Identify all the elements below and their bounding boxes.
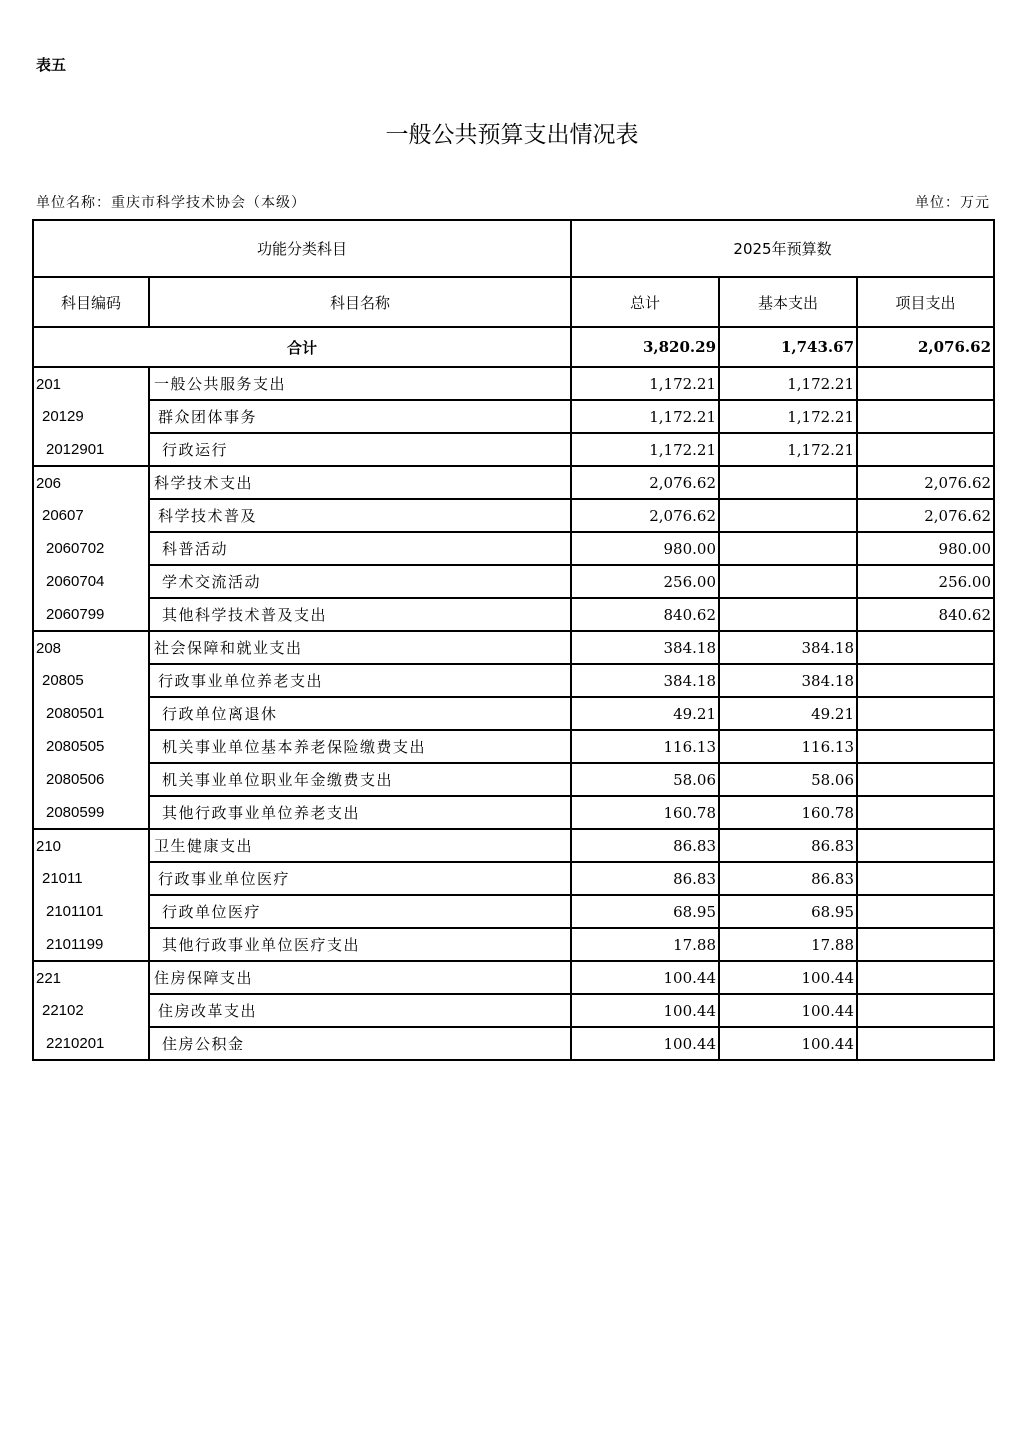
row-project: 256.00 [857,565,994,598]
table-label: 表五 [36,56,67,74]
row-basic: 17.88 [719,928,857,961]
row-basic [719,565,857,598]
row-total: 160.78 [571,796,719,829]
row-name: 机关事业单位职业年金缴费支出 [149,763,571,796]
table-row [33,763,994,796]
row-basic: 116.13 [719,730,857,763]
row-basic [719,532,857,565]
row-project: 2,076.62 [857,499,994,532]
row-total: 49.21 [571,697,719,730]
row-total: 100.44 [571,1027,719,1060]
row-code: 2080599 [33,796,149,829]
row-basic: 86.83 [719,862,857,895]
row-total: 58.06 [571,763,719,796]
unit-label: 单位：万元 [915,195,990,211]
row-name: 科普活动 [149,532,571,565]
row-project [857,961,994,994]
row-total: 86.83 [571,829,719,862]
row-total: 980.00 [571,532,719,565]
row-basic: 100.44 [719,994,857,1027]
row-total: 1,172.21 [571,400,719,433]
total-basic: 1,743.67 [719,327,857,367]
table-row [33,730,994,763]
row-basic: 100.44 [719,1027,857,1060]
row-project [857,829,994,862]
row-name: 其他行政事业单位养老支出 [149,796,571,829]
header-code: 科目编码 [33,277,149,327]
row-basic: 100.44 [719,961,857,994]
row-code: 221 [33,961,149,994]
row-code: 2012901 [33,433,149,466]
table-row [33,367,994,400]
row-project [857,730,994,763]
row-name: 行政运行 [149,433,571,466]
row-total: 2,076.62 [571,499,719,532]
row-code: 2101101 [33,895,149,928]
row-total: 17.88 [571,928,719,961]
table-row [33,697,994,730]
row-basic: 384.18 [719,631,857,664]
row-name: 住房改革支出 [149,994,571,1027]
table-row [33,961,994,994]
total-row [33,327,994,367]
row-code: 2101199 [33,928,149,961]
table-row [33,631,994,664]
row-name: 行政单位医疗 [149,895,571,928]
row-total: 2,076.62 [571,466,719,499]
row-name: 学术交流活动 [149,565,571,598]
row-basic [719,466,857,499]
row-basic [719,499,857,532]
row-code: 2060702 [33,532,149,565]
row-basic [719,598,857,631]
row-name: 其他行政事业单位医疗支出 [149,928,571,961]
row-basic: 58.06 [719,763,857,796]
row-code: 2210201 [33,1027,149,1060]
row-code: 22102 [33,994,149,1027]
row-code: 2060799 [33,598,149,631]
row-code: 20805 [33,664,149,697]
row-basic: 1,172.21 [719,400,857,433]
row-total: 68.95 [571,895,719,928]
row-name: 行政事业单位养老支出 [149,664,571,697]
row-name: 社会保障和就业支出 [149,631,571,664]
row-basic: 384.18 [719,664,857,697]
row-name: 卫生健康支出 [149,829,571,862]
row-project [857,796,994,829]
table-row [33,829,994,862]
row-basic: 86.83 [719,829,857,862]
table-row [33,664,994,697]
row-code: 2080501 [33,697,149,730]
row-code: 20129 [33,400,149,433]
table-row [33,994,994,1027]
row-code: 208 [33,631,149,664]
row-project: 980.00 [857,532,994,565]
row-name: 机关事业单位基本养老保险缴费支出 [149,730,571,763]
row-project [857,928,994,961]
total-project: 2,076.62 [857,327,994,367]
row-project [857,664,994,697]
row-name: 行政事业单位医疗 [149,862,571,895]
row-project [857,367,994,400]
row-project [857,631,994,664]
row-project [857,400,994,433]
table-row [33,796,994,829]
row-project [857,433,994,466]
row-total: 256.00 [571,565,719,598]
total-sum: 3,820.29 [571,327,719,367]
table-row [33,598,994,631]
row-name: 其他科学技术普及支出 [149,598,571,631]
table-row [33,1027,994,1060]
row-total: 1,172.21 [571,367,719,400]
row-code: 2080505 [33,730,149,763]
row-code: 210 [33,829,149,862]
page-title: 一般公共预算支出情况表 [385,122,639,148]
row-code: 20607 [33,499,149,532]
row-total: 384.18 [571,631,719,664]
table-row [33,862,994,895]
row-name: 科学技术普及 [149,499,571,532]
table-row [33,895,994,928]
row-name: 科学技术支出 [149,466,571,499]
header-project: 项目支出 [857,277,994,327]
table-row [33,400,994,433]
row-total: 100.44 [571,961,719,994]
row-project [857,862,994,895]
row-project [857,895,994,928]
row-code: 2080506 [33,763,149,796]
row-total: 840.62 [571,598,719,631]
total-label: 合计 [33,327,571,367]
row-name: 行政单位离退休 [149,697,571,730]
budget-table [32,219,995,1061]
row-project [857,763,994,796]
header-basic: 基本支出 [719,277,857,327]
row-basic: 1,172.21 [719,433,857,466]
row-code: 21011 [33,862,149,895]
header-row-2 [33,277,994,327]
unit-name: 单位名称：重庆市科学技术协会（本级） [36,195,306,211]
row-name: 住房公积金 [149,1027,571,1060]
row-basic: 1,172.21 [719,367,857,400]
table-row [33,499,994,532]
row-project [857,1027,994,1060]
table-row [33,928,994,961]
row-project: 840.62 [857,598,994,631]
row-total: 100.44 [571,994,719,1027]
row-project: 2,076.62 [857,466,994,499]
table-row [33,565,994,598]
row-basic: 68.95 [719,895,857,928]
row-basic: 49.21 [719,697,857,730]
table-row [33,433,994,466]
header-row-1 [33,220,994,277]
header-name: 科目名称 [149,277,571,327]
row-code: 201 [33,367,149,400]
row-code: 206 [33,466,149,499]
row-name: 群众团体事务 [149,400,571,433]
row-basic: 160.78 [719,796,857,829]
row-name: 一般公共服务支出 [149,367,571,400]
table-row [33,466,994,499]
row-total: 86.83 [571,862,719,895]
row-project [857,994,994,1027]
row-total: 1,172.21 [571,433,719,466]
table-row [33,532,994,565]
header-functional-category: 功能分类科目 [33,220,571,277]
row-code: 2060704 [33,565,149,598]
header-budget-year: 2025年预算数 [571,220,994,277]
row-total: 116.13 [571,730,719,763]
row-total: 384.18 [571,664,719,697]
header-total: 总计 [571,277,719,327]
row-name: 住房保障支出 [149,961,571,994]
row-project [857,697,994,730]
